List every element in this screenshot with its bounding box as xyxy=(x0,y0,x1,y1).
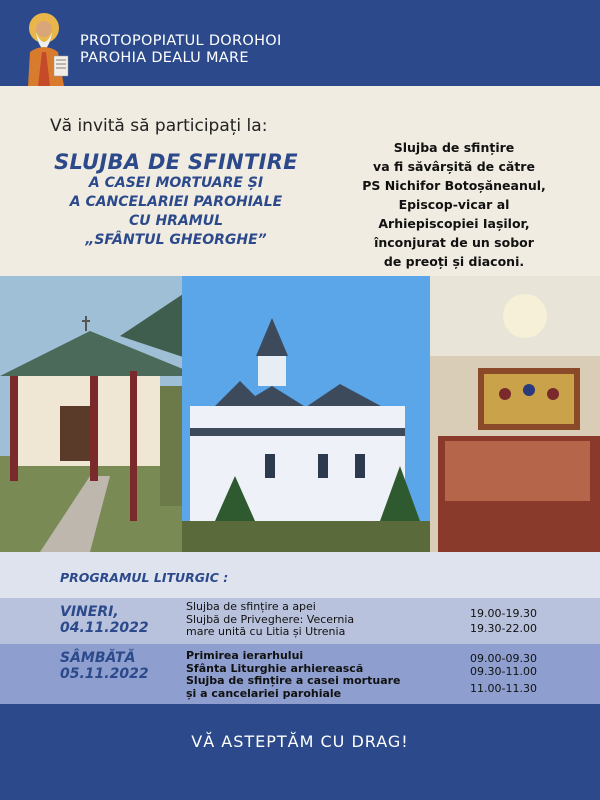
event-subtitle-3: CU HRAMUL xyxy=(128,213,224,229)
org-line-1: PROTOPOPIATUL DOROHOI xyxy=(80,33,282,49)
event-title-block xyxy=(36,150,316,250)
activity: Primirea ierarhului xyxy=(186,649,304,662)
event-subtitle-2: A CANCELARIEI PAROHIALE xyxy=(69,194,283,210)
activities-list xyxy=(186,650,401,700)
invite-text: Vă invită să participați la: xyxy=(50,116,268,136)
footer-message: VĂ ASTEPTĂM CU DRAG! xyxy=(191,732,409,751)
time-slot: 19.00-19.30 xyxy=(470,607,537,620)
time-slot: 19.30-22.00 xyxy=(470,622,537,635)
day-name: VINERI, xyxy=(60,604,119,620)
info-line: înconjurat de un sobor xyxy=(374,235,534,250)
photo-collage xyxy=(0,276,600,552)
activity: Sfânta Liturghie arhierească xyxy=(186,661,364,675)
info-line: Slujba de sfințire xyxy=(393,140,515,155)
info-line: Arhiepiscopiei Iașilor, xyxy=(378,216,530,231)
activity: Slujba de sfințire a casei mortuare xyxy=(186,674,401,687)
activities-list xyxy=(186,601,354,639)
event-subtitle-4: „SFÂNTUL GHEORGHE” xyxy=(85,232,267,248)
event-title: SLUJBA DE SFINTIRE xyxy=(54,150,298,174)
time-slot: 09.30-11.00 xyxy=(470,665,537,678)
activity: și a cancelariei parohiale xyxy=(186,686,342,700)
activity: Slujbă de Priveghere: Vecernia xyxy=(186,612,355,626)
org-line-2: PAROHIA DEALU MARE xyxy=(80,50,249,66)
officiant-info xyxy=(344,138,564,271)
footer-band xyxy=(0,704,600,800)
program-label: PROGRAMUL LITURGIC : xyxy=(60,570,229,585)
day-date: 05.11.2022 xyxy=(60,666,149,682)
interior-photo xyxy=(430,276,600,552)
activity: Slujba de sfințire a apei xyxy=(186,600,316,613)
info-line: de preoți și diaconi. xyxy=(383,254,525,269)
info-line: va fi săvârșită de către xyxy=(373,159,535,174)
info-line: PS Nichifor Botoșăneanul, xyxy=(362,178,546,193)
time-slot: 09.00-09.30 xyxy=(470,652,537,665)
organization-name xyxy=(80,33,282,67)
day-label xyxy=(60,650,149,682)
time-slot: 11.00-11.30 xyxy=(470,682,537,695)
day-date: 04.11.2022 xyxy=(60,620,149,636)
day-label xyxy=(60,604,149,636)
church-photo xyxy=(182,276,452,552)
mortuary-house-photo xyxy=(0,276,210,552)
info-line: Episcop-vicar al xyxy=(398,197,510,212)
activity: mare unită cu Litia și Utrenia xyxy=(186,625,346,638)
day-name: SÂMBĂTĂ xyxy=(60,650,136,666)
event-subtitle-1: A CASEI MORTUARE ȘI xyxy=(88,175,264,191)
saint-icon xyxy=(20,12,74,86)
